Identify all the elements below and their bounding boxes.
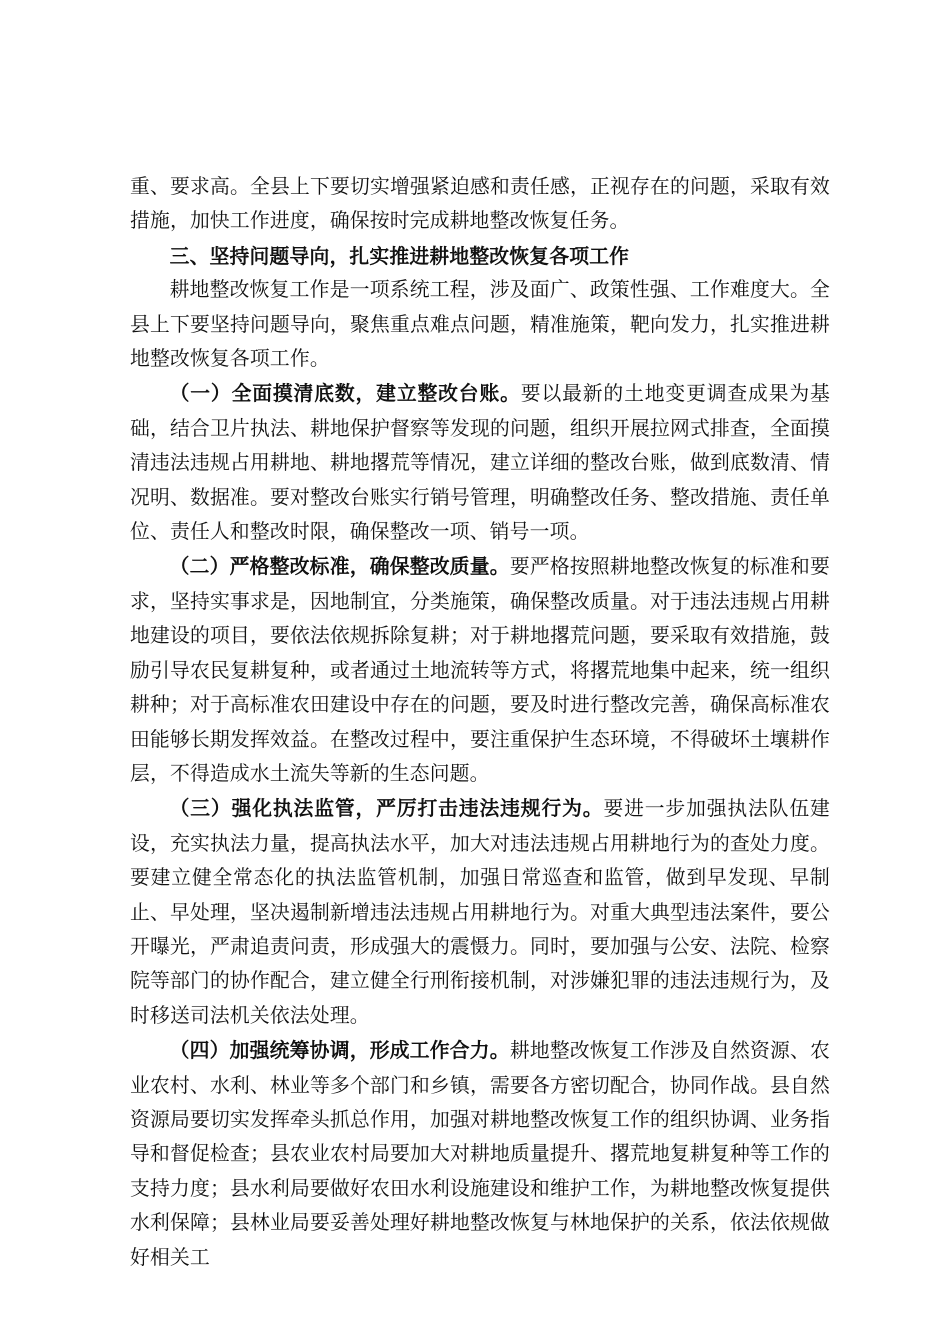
item-four-paragraph <box>130 1033 830 1275</box>
item-two-lead: （二）严格整改标准，确保整改质量。 <box>169 554 510 579</box>
item-four-lead: （四）加强统筹协调，形成工作合力。 <box>169 1038 510 1063</box>
item-three-lead: （三）强化执法监管，严厉打击违法违规行为。 <box>169 796 604 821</box>
item-one-text: 要以最新的土地变更调查成果为基础，结合卫片执法、耕地保护督察等发现的问题，组织开展拉网式排查，全面摸清违法违规占用耕地、耕地撂荒等情况，建立详细的整改台账，做到底数清、情况明、数据准。要对整改台账实行销号管理，明确整改任务、整改措施、责任单位、责任人和整改时限，确保整改一项、销号一项。 <box>130 382 830 544</box>
item-two-paragraph <box>130 549 830 791</box>
item-three-text: 要进一步加强执法队伍建设，充实执法力量，提高执法水平，加大对违法违规占用耕地行为的查处力度。要建立健全常态化的执法监管机制，加强日常巡查和监管，做到早发现、早制止、早处理，坚决遏制新增违法违规占用耕地行为。对重大典型违法案件，要公开曝光，严肃追责问责，形成强大的震慑力。同时，要加强与公安、法院、检察院等部门的协作配合，建立健全行刑衔接机制，对涉嫌犯罪的违法违规行为，及时移送司法机关依法处理。 <box>130 797 831 1027</box>
section-three-heading: 三、坚持问题导向，扎实推进耕地整改恢复各项工作 <box>169 243 630 268</box>
item-one-paragraph <box>130 376 830 549</box>
item-four-text: 耕地整改恢复工作涉及自然资源、农业农村、水利、林业等多个部门和乡镇，需要各方密切配合，协同作战。县自然资源局要切实发挥牵头抓总作用，加强对耕地整改恢复工作的组织协调、业务指导和督促检查；县农业农村局要加大对耕地质量提升、撂荒地复耕复种等工作的支持力度；县水利局要做好农田水利设施建设和维护工作，为耕地整改恢复提供水利保障；县林业局要妥善处理好耕地整改恢复与林地保护的关系，依法依规做好相关工 <box>130 1039 831 1269</box>
item-two-text: 要严格按照耕地整改恢复的标准和要求，坚持实事求是，因地制宜，分类施策，确保整改质量。对于违法违规占用耕地建设的项目，要依法依规拆除复耕；对于耕地撂荒问题，要采取有效措施，鼓励引导农民复耕复种，或者通过土地流转等方式，将撂荒地集中起来，统一组织耕种；对于高标准农田建设中存在的问题，要及时进行整改完善，确保高标准农田能够长期发挥效益。在整改过程中，要注重保护生态环境，不得破坏土壤耕作层，不得造成水土流失等新的生态问题。 <box>130 555 831 785</box>
item-three-paragraph <box>130 791 830 1033</box>
section-three-intro-paragraph: 耕地整改恢复工作是一项系统工程，涉及面广、政策性强、工作难度大。全县上下要坚持问题导向，聚焦重点难点问题，精准施策，靶向发力，扎实推进耕地整改恢复各项工作。 <box>130 278 830 371</box>
intro-continuation-paragraph: 重、要求高。全县上下要切实增强紧迫感和责任感，正视存在的问题，采取有效措施，加快工作进度，确保按时完成耕地整改恢复任务。 <box>130 175 830 233</box>
item-one-lead: （一）全面摸清底数，建立整改台账。 <box>169 381 521 406</box>
document-page <box>130 170 830 1275</box>
